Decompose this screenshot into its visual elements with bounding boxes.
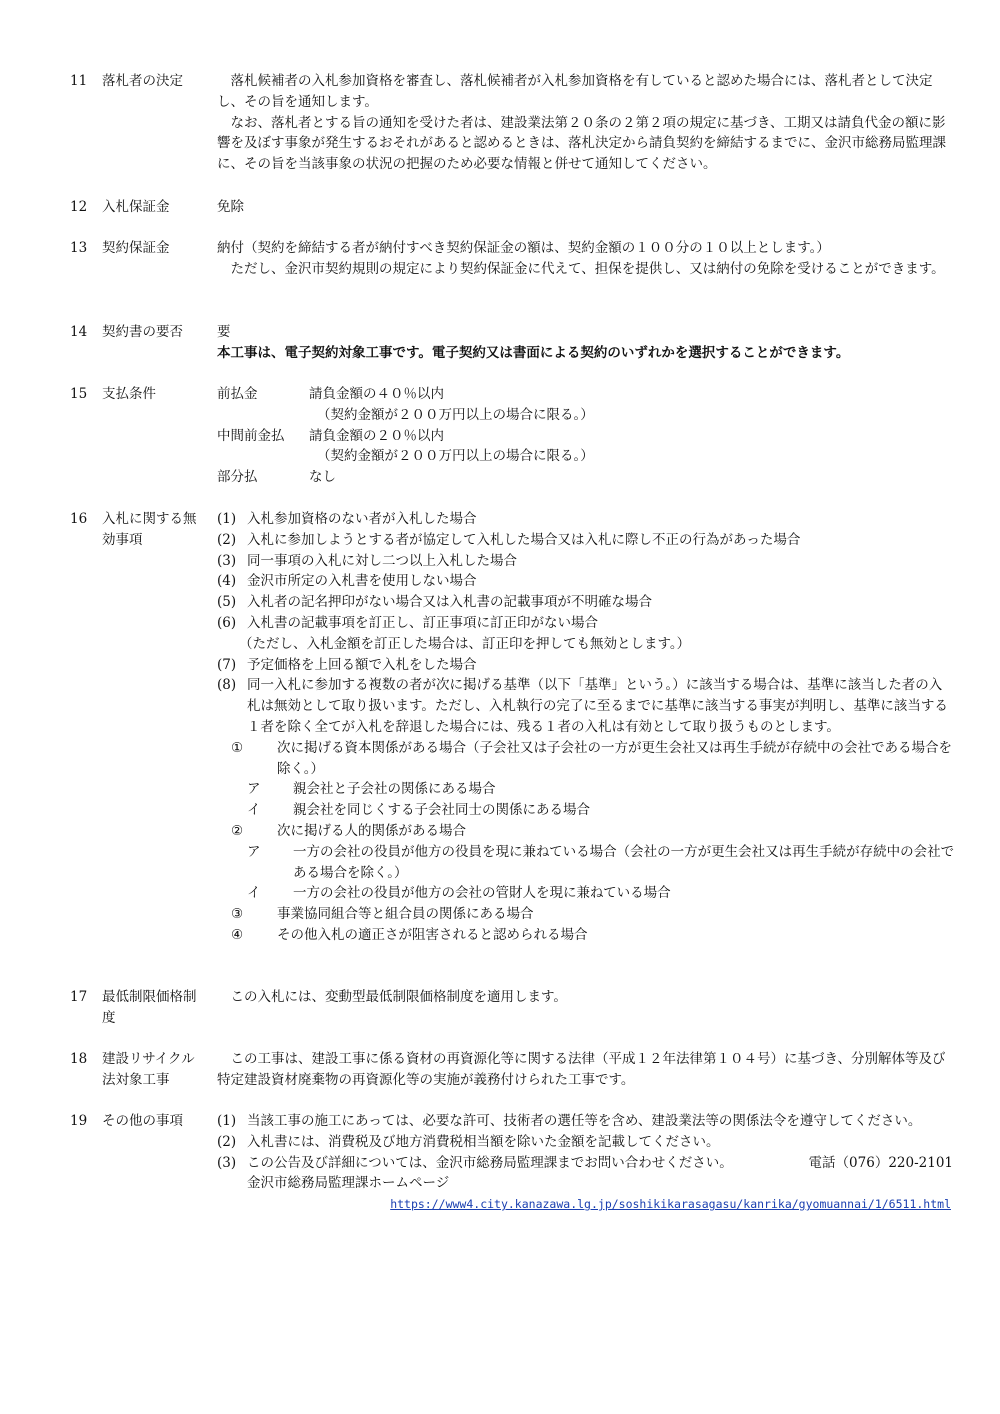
- item-text: この公告及び詳細については、金沢市総務局監理課までお問い合わせください。: [247, 1154, 733, 1171]
- criteria-text: その他入札の適正さが阻害されると認められる場合: [277, 926, 588, 943]
- payment-label: 前払金: [217, 386, 258, 402]
- section-body: [217, 1049, 955, 1091]
- list-item: [217, 1111, 955, 1132]
- criteria-marker: ④: [231, 926, 244, 943]
- criteria-text: 次に掲げる人的関係がある場合: [277, 822, 466, 839]
- payment-value: 請負金額の２０％以内: [309, 427, 444, 444]
- criteria-marker: ②: [231, 822, 244, 839]
- item-marker: (2): [217, 1133, 237, 1150]
- item-note: （ただし、入札金額を訂正した場合は、訂正印を押しても無効とします。）: [239, 635, 691, 652]
- payment-row-interim: [217, 426, 955, 447]
- payment-note-row: [217, 446, 955, 467]
- section-number: 19: [70, 1113, 88, 1129]
- section-title: 契約書の要否: [102, 324, 183, 340]
- list-item: [217, 613, 955, 634]
- criteria-subitem: [247, 842, 955, 884]
- section-title: 建設リサイクル法対象工事: [102, 1051, 195, 1088]
- criteria-text: 事業協同組合等と組合員の関係にある場合: [277, 906, 534, 923]
- list-item: [217, 592, 955, 613]
- other-items-list: [217, 1111, 955, 1215]
- item-text: 金沢市所定の入札書を使用しない場合: [247, 573, 477, 590]
- item-marker: (3): [217, 552, 237, 569]
- section-title: 落札者の決定: [102, 73, 183, 89]
- payment-label: 中間前金払: [217, 427, 285, 444]
- payment-note: （契約金額が２００万円以上の場合に限る。）: [317, 448, 594, 465]
- paragraph: 落札候補者の入札参加資格を審査し、落札候補者が入札参加資格を有していると認めた場合には、落札者として決定し、その旨を通知します。: [217, 73, 933, 110]
- payment-note: （契約金額が２００万円以上の場合に限る。）: [317, 406, 594, 423]
- list-item: [217, 571, 955, 592]
- subitem-text: 一方の会社の役員が他方の役員を現に兼ねている場合（会社の一方が更生会社又は再生手続が存続中の会社である場合を除く。）: [293, 843, 955, 881]
- section-body: [217, 238, 955, 280]
- section-title: 入札保証金: [102, 199, 170, 215]
- list-item: [217, 675, 955, 737]
- payment-note-row: [217, 405, 955, 426]
- criteria-text: 次に掲げる資本関係がある場合（子会社又は子会社の一方が更生会社又は再生手続が存続中の会社である場合を除く。）: [277, 739, 952, 777]
- criteria-subitem: [247, 800, 955, 821]
- item-marker: (4): [217, 573, 237, 590]
- section-number: 14: [70, 324, 88, 340]
- criteria-item: [231, 821, 955, 842]
- subitem-text: 親会社と子会社の関係にある場合: [293, 781, 496, 798]
- section-number: 18: [70, 1051, 88, 1067]
- item-marker: (3): [217, 1154, 237, 1171]
- item-marker: (8): [217, 677, 237, 694]
- criteria-item: [231, 738, 955, 780]
- homepage-label: 金沢市総務局監理課ホームページ: [247, 1175, 450, 1192]
- section-title: 支払条件: [102, 386, 156, 402]
- section-title: 入札に関する無効事項: [102, 511, 197, 548]
- phone-number: 電話（076）220-2101: [808, 1154, 953, 1171]
- list-item: [217, 509, 955, 530]
- list-item: [217, 655, 955, 676]
- paragraph: なお、落札者とする旨の通知を受けた者は、建設業法第２０条の２第２項の規定に基づき、工期又は請負代金の額に影響を及ぼす事象が発生するおそれがあると認めるときは、落札決定から請負契約を締結するまでに、金沢市総務局監理課に、その旨を当該事象の状況の把握のため必要な情報と併せて通知してください。: [217, 114, 946, 173]
- payment-row-advance: [217, 384, 955, 405]
- subitem-text: 親会社を同じくする子会社同士の関係にある場合: [293, 802, 590, 819]
- payment-value: 請負金額の４０％以内: [309, 386, 444, 402]
- list-item: [217, 530, 955, 551]
- subitem-text: 一方の会社の役員が他方の会社の管財人を現に兼ねている場合: [293, 885, 671, 902]
- item-text: 入札書の記載事項を訂正し、訂正事項に訂正印がない場合: [247, 614, 598, 631]
- item-text: 入札者の記名押印がない場合又は入札書の記載事項が不明確な場合: [247, 594, 652, 611]
- section-body: 免除: [217, 199, 244, 215]
- subitem-marker: ア: [247, 781, 261, 798]
- list-item-contact: [217, 1153, 955, 1174]
- bold-notice: 本工事は、電子契約対象工事です。電子契約又は書面による契約のいずれかを選択することができます。: [217, 344, 850, 361]
- subitem-marker: イ: [247, 885, 261, 902]
- payment-row-partial: [217, 467, 955, 488]
- payment-label: 部分払: [217, 469, 258, 486]
- paragraph: 要: [217, 324, 231, 340]
- item-text: 同一事項の入札に対し二つ以上入札した場合: [247, 552, 517, 569]
- item-marker: (5): [217, 594, 237, 611]
- section-title: 最低制限価格制度: [102, 989, 197, 1026]
- criteria-marker: ①: [231, 739, 244, 756]
- item-marker: (7): [217, 656, 237, 673]
- subitem-marker: イ: [247, 802, 261, 819]
- payment-value: なし: [309, 469, 336, 486]
- list-item: [217, 1132, 955, 1153]
- section-body: [217, 987, 955, 1008]
- item-marker: (2): [217, 531, 237, 548]
- item-marker: (1): [217, 511, 237, 527]
- section-number: 15: [70, 386, 88, 402]
- invalid-items-list: [217, 509, 955, 946]
- item-text: 予定価格を上回る額で入札をした場合: [247, 656, 477, 673]
- item-text: 当該工事の施工にあっては、必要な許可、技術者の選任等を含め、建設業法等の関係法令を遵守してください。: [247, 1113, 922, 1129]
- payment-terms: [217, 384, 955, 488]
- section-number: 11: [70, 73, 88, 89]
- paragraph: この工事は、建設工事に係る資材の再資源化等に関する法律（平成１２年法律第１０４号）に基づき、分別解体等及び特定建設資材廃棄物の再資源化等の実施が義務付けられた工事です。: [217, 1051, 946, 1088]
- subitem-marker: ア: [247, 843, 261, 860]
- item-text: 入札書には、消費税及び地方消費税相当額を除いた金額を記載してください。: [247, 1133, 720, 1150]
- list-item: [217, 551, 955, 572]
- item-marker: (1): [217, 1113, 237, 1129]
- item-text: 同一入札に参加する複数の者が次に掲げる基準（以下「基準」という。）に該当する場合は、基準に該当した者の入札は無効として取り扱います。ただし、入札執行の完了に至るまでに基準に該当する事実が判明し、基準に該当する１者を除く全てが入札を辞退した場合には、残る１者の入札は有効として取り扱うものとします。: [247, 677, 948, 735]
- criteria-subitem: [247, 883, 955, 904]
- section-title: その他の事項: [102, 1113, 183, 1129]
- section-body: [217, 71, 955, 175]
- section-title: 契約保証金: [102, 240, 170, 256]
- item-marker: (6): [217, 614, 237, 631]
- paragraph: この入札には、変動型最低制限価格制度を適用します。: [230, 989, 567, 1005]
- paragraph: ただし、金沢市契約規則の規定により契約保証金に代えて、担保を提供し、又は納付の免除を受けることができます。: [230, 260, 945, 277]
- section-body: [217, 322, 955, 364]
- criteria-item: [231, 904, 955, 925]
- section-number: 16: [70, 511, 88, 527]
- section-number: 17: [70, 989, 88, 1005]
- paragraph: 納付（契約を締結する者が納付すべき契約保証金の額は、契約金額の１００分の１０以上とします。）: [217, 240, 830, 256]
- item-text: 入札参加資格のない者が入札した場合: [247, 511, 477, 527]
- item-text: 入札に参加しようとする者が協定して入札した場合又は入札に際し不正の行為があった場合: [247, 531, 801, 548]
- criteria-subitem: [247, 779, 955, 800]
- section-number: 12: [70, 199, 88, 215]
- criteria-item: [231, 925, 955, 946]
- homepage-link[interactable]: https://www4.city.kanazawa.lg.jp/soshikikarasagasu/kanrika/gyomuannai/1/6511.html: [390, 1197, 951, 1212]
- criteria-marker: ③: [231, 906, 244, 923]
- homepage-label-row: [217, 1173, 955, 1194]
- section-number: 13: [70, 240, 88, 256]
